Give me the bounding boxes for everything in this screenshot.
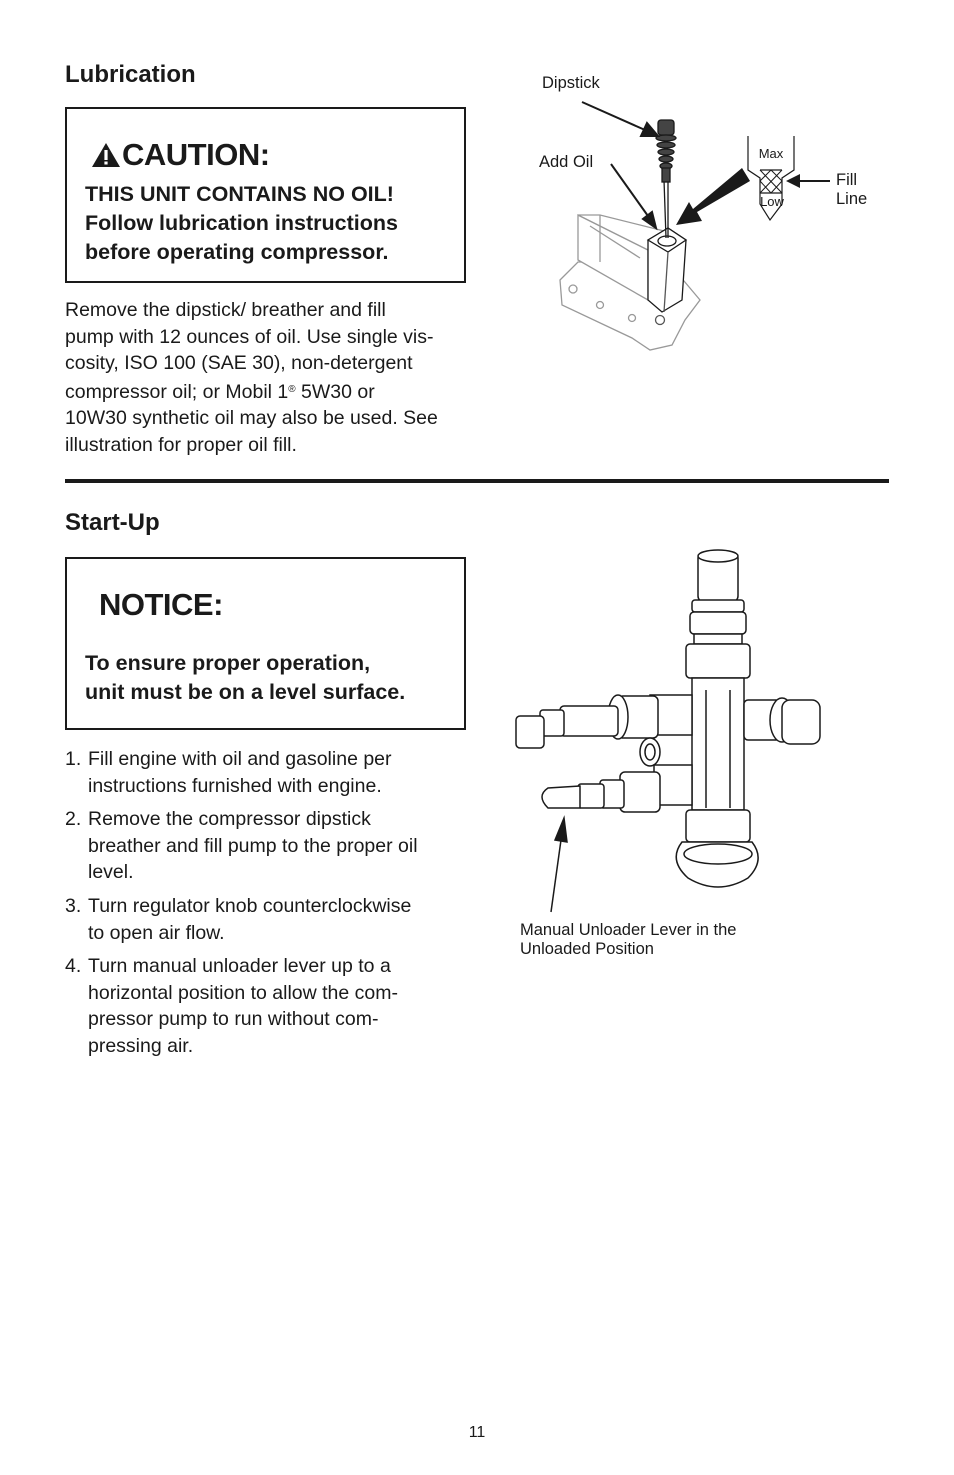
step-item <box>65 893 465 946</box>
dipstick-label: Dipstick <box>542 74 600 92</box>
step-item <box>65 806 465 886</box>
notice-title: NOTICE: <box>99 587 223 622</box>
body-line: cosity, ISO 100 (SAE 30), non-detergent <box>65 352 413 374</box>
oil-fill-illustration <box>540 90 880 365</box>
step-item <box>65 746 465 799</box>
step-line: to open air flow. <box>88 921 225 944</box>
add-oil-label: Add Oil <box>539 153 594 171</box>
notice-text <box>85 649 405 707</box>
notice-line: unit must be on a level surface. <box>85 680 406 704</box>
low-label: Low <box>760 194 784 209</box>
section-divider <box>65 479 889 483</box>
lubrication-heading: Lubrication <box>65 61 196 88</box>
step-line: Fill engine with oil and gasoline per <box>88 748 392 770</box>
step-line: pressor pump to run without com- <box>88 1008 379 1030</box>
body-line: compressor oil; or Mobil 1® 5W30 or <box>65 380 375 403</box>
caution-box <box>65 107 466 283</box>
unloader-valve-illustration <box>505 545 835 915</box>
step-number: 3. <box>65 895 82 917</box>
step-line: breather and fill pump to the proper oil <box>88 834 418 857</box>
fill-line-label: Fill Line <box>836 171 868 208</box>
startup-heading: Start-Up <box>65 509 160 536</box>
unloader-caption: Manual Unloader Lever in the Unloaded Position <box>520 921 737 958</box>
caution-line: before operating compressor. <box>85 240 389 264</box>
warning-triangle-icon <box>91 142 121 168</box>
step-item <box>65 953 465 1059</box>
caution-text <box>85 180 398 267</box>
caution-title-text: CAUTION: <box>122 137 270 172</box>
notice-line: To ensure proper operation, <box>85 651 371 675</box>
step-number: 4. <box>65 955 82 977</box>
step-number: 2. <box>65 808 82 830</box>
step-line: instructions furnished with engine. <box>88 774 382 797</box>
step-line: horizontal position to allow the com- <box>88 981 398 1004</box>
step-line: pressing air. <box>88 1034 194 1057</box>
body-line: pump with 12 ounces of oil. Use single vis- <box>65 325 434 348</box>
caution-line: THIS UNIT CONTAINS NO OIL! <box>85 182 394 206</box>
lubrication-body <box>65 297 475 458</box>
body-line: 10W30 synthetic oil may also be used. See <box>65 407 438 429</box>
step-line: Turn regulator knob counterclockwise <box>88 895 412 917</box>
body-line: illustration for proper oil fill. <box>65 433 297 456</box>
step-line: level. <box>88 861 134 883</box>
step-number: 1. <box>65 748 82 770</box>
registered-mark: ® <box>288 383 296 395</box>
step-line: Turn manual unloader lever up to a <box>88 955 391 977</box>
caution-line: Follow lubrication instructions <box>85 211 398 235</box>
step-line: Remove the compressor dipstick <box>88 808 371 830</box>
notice-box <box>65 557 466 730</box>
caution-title <box>91 137 270 173</box>
page-number: 11 <box>468 1424 486 1441</box>
max-label: Max <box>758 146 784 161</box>
body-line: Remove the dipstick/ breather and fill <box>65 299 386 321</box>
